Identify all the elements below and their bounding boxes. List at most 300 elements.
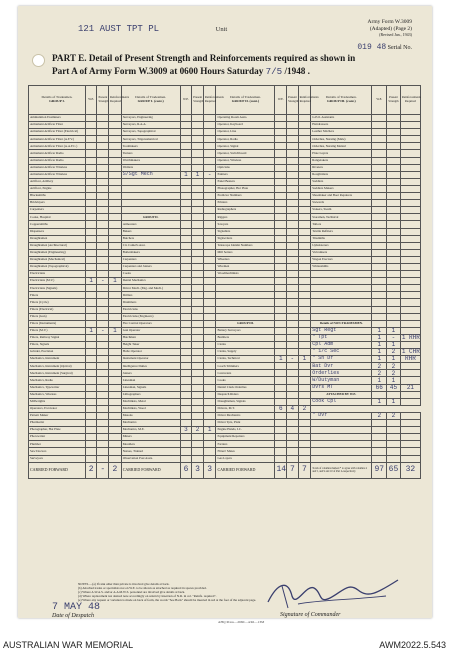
totals-value: 2: [85, 462, 97, 478]
count-cell: [192, 391, 204, 398]
count-cell: [192, 370, 204, 377]
count-cell: [203, 143, 216, 150]
count-cell: [203, 115, 216, 122]
count-cell: [372, 122, 387, 129]
count-cell: [287, 334, 299, 341]
trade-cell: Tailors: [311, 221, 372, 228]
count-cell: [85, 412, 97, 419]
count-cell: [203, 391, 216, 398]
count-cell: [85, 193, 97, 200]
count-cell: [287, 171, 299, 178]
form-ref-line2: (Adapted) (Page 2): [369, 25, 412, 32]
count-cell: 1: [372, 342, 387, 349]
trade-cell: Mechanics, Typewriter: [29, 384, 86, 391]
table-row: [29, 349, 421, 356]
trade-cell: Armament Artificer Fitter (Electrical): [29, 129, 86, 136]
count-cell: [85, 185, 97, 192]
count-cell: [400, 370, 420, 377]
count-cell: [387, 278, 401, 285]
count-cell: [400, 150, 420, 157]
count-cell: [275, 370, 287, 377]
trade-cell: Fitters (Instruments): [29, 320, 86, 327]
count-cell: [287, 178, 299, 185]
trade-cell: Mechanics, Wireless: [29, 391, 86, 398]
table-row: [29, 143, 421, 150]
count-cell: [85, 384, 97, 391]
count-cell: [287, 122, 299, 129]
trade-cell: Lithographers: [121, 391, 180, 398]
trade-cell: Mechanics, M.E.: [121, 427, 180, 434]
count-cell: [298, 412, 311, 419]
count-cell: [400, 242, 420, 249]
trade-cell: Joiners: [121, 370, 180, 377]
count-cell: 1: [203, 427, 216, 434]
count-cell: [203, 214, 216, 221]
table-row: [29, 263, 421, 270]
trade-cell: Ctr. Camel's Asst.: [121, 242, 180, 249]
count-cell: [287, 441, 299, 448]
table-header: [29, 86, 421, 115]
trade-cell: [311, 278, 372, 285]
count-cell: [287, 420, 299, 427]
count-cell: [192, 115, 204, 122]
count-cell: [387, 115, 401, 122]
trade-cell: Storemen, Technical: [311, 214, 372, 221]
count-cell: [97, 214, 109, 221]
count-cell: 2: [387, 363, 401, 370]
count-cell: [180, 306, 192, 313]
totals-value: 7: [298, 462, 311, 478]
count-cell: [203, 384, 216, 391]
count-cell: [203, 349, 216, 356]
table-row: [29, 157, 421, 164]
count-cell: [180, 398, 192, 405]
count-cell: [203, 398, 216, 405]
count-cell: [85, 363, 97, 370]
count-cell: [372, 235, 387, 242]
table-row: [29, 292, 421, 299]
archive-footer: [0, 626, 450, 653]
count-cell: [180, 441, 192, 448]
header-col-cell: Present Strength: [97, 86, 109, 115]
count-cell: [400, 143, 420, 150]
trade-cell: Dental Mechanics: [121, 278, 180, 285]
count-cell: [109, 441, 122, 448]
count-cell: 2: [387, 412, 401, 419]
trade-cell: Machinists, Wood: [121, 405, 180, 412]
trade-cell: [311, 271, 372, 278]
count-cell: [85, 342, 97, 349]
trade-cell: Signwriters: [216, 235, 275, 242]
count-cell: [203, 448, 216, 455]
table-row: [29, 285, 421, 292]
table-row: [29, 434, 421, 441]
totals-label: CARRIED FORWARD: [216, 462, 275, 478]
form-reference: [368, 19, 412, 39]
count-cell: 1: [85, 278, 97, 285]
count-cell: [192, 200, 204, 207]
table-row: [29, 384, 421, 391]
count-cell: [109, 207, 122, 214]
count-cell: [400, 200, 420, 207]
trade-cell: Shoemaker and Boot Repairers: [311, 193, 372, 200]
trade-cell: Operating Room Assts.: [216, 115, 275, 122]
count-cell: [97, 356, 109, 363]
count-cell: [287, 278, 299, 285]
count-cell: [387, 285, 401, 292]
trade-cell: Operator, Signal: [216, 143, 275, 150]
count-cell: [387, 235, 401, 242]
count-cell: [109, 391, 122, 398]
totals-value: -: [97, 462, 109, 478]
count-cell: [275, 455, 287, 462]
count-cell: [180, 249, 192, 256]
count-cell: [298, 122, 311, 129]
count-cell: [287, 235, 299, 242]
count-cell: [298, 178, 311, 185]
count-cell: 1: [85, 327, 97, 334]
count-cell: [298, 427, 311, 434]
trade-cell: Instrument Operator: [121, 356, 180, 363]
count-cell: [287, 313, 299, 320]
count-cell: [400, 398, 420, 405]
count-cell: [387, 256, 401, 263]
count-cell: [298, 320, 311, 327]
count-cell: [109, 313, 122, 320]
count-cell: [85, 377, 97, 384]
totals-value: 2: [109, 462, 122, 478]
count-cell: [192, 143, 204, 150]
count-cell: [372, 157, 387, 164]
count-cell: [275, 292, 287, 299]
trade-cell: Photowriter: [29, 434, 86, 441]
trade-cell: Wheelers: [216, 256, 275, 263]
count-cell: [287, 327, 299, 334]
trade-cell: Fitters, Railway Signal: [29, 334, 86, 341]
count-cell: [180, 150, 192, 157]
count-cell: [85, 129, 97, 136]
table-row: [29, 193, 421, 200]
form-title: [52, 52, 422, 78]
count-cell: [192, 228, 204, 235]
count-cell: [400, 256, 420, 263]
count-cell: [387, 164, 401, 171]
count-cell: [287, 193, 299, 200]
count-cell: [275, 285, 287, 292]
table-row: [29, 356, 421, 363]
trade-cell: Toolmakers: [121, 143, 180, 150]
count-cell: [85, 391, 97, 398]
count-cell: [85, 143, 97, 150]
count-cell: [372, 427, 387, 434]
trade-cell: Photographer, Hot Plate: [29, 427, 86, 434]
count-cell: [298, 342, 311, 349]
note-line: (b) Attached trades or specialists not on W.E. to be shown as attached as required in spaces provided.: [78, 586, 207, 590]
count-cell: [109, 412, 122, 419]
count-cell: [400, 263, 420, 270]
count-cell: [287, 200, 299, 207]
count-cell: [180, 263, 192, 270]
count-cell: 2: [298, 405, 311, 412]
trade-cell: Dental Clerk Orderlies: [216, 384, 275, 391]
trade-cell: Operator, Switchboard: [216, 150, 275, 157]
count-cell: 1: [180, 171, 192, 178]
trade-cell: Driver Mechanics: [216, 412, 275, 419]
count-cell: [180, 129, 192, 136]
trade-cell: Armament Artificer Fitter: [29, 122, 86, 129]
count-cell: [203, 256, 216, 263]
trade-cell: Concreters: [216, 370, 275, 377]
count-cell: [192, 412, 204, 419]
count-cell: [180, 377, 192, 384]
count-cell: [387, 150, 401, 157]
count-cell: [97, 136, 109, 143]
trade-cell: Telescope Identin Numbers: [216, 242, 275, 249]
totals-value: 14: [275, 462, 287, 478]
trade-cell: Electricians (Signals): [29, 285, 86, 292]
count-cell: [109, 235, 122, 242]
count-cell: [180, 434, 192, 441]
count-cell: [180, 256, 192, 263]
count-cell: [275, 342, 287, 349]
punch-hole: [32, 54, 45, 67]
trade-cell: [311, 313, 372, 320]
header-col-cell: Present Strength: [387, 86, 401, 115]
count-cell: [275, 171, 287, 178]
trade-cell: Butchers: [121, 235, 180, 242]
count-cell: [192, 434, 204, 441]
count-cell: [287, 292, 299, 299]
count-cell: [400, 420, 420, 427]
count-cell: [203, 292, 216, 299]
count-cell: [97, 221, 109, 228]
count-cell: [109, 455, 122, 462]
trade-cell: Surveyors, Trigonometrical: [121, 136, 180, 143]
count-cell: [203, 271, 216, 278]
count-cell: [387, 185, 401, 192]
count-cell: [298, 164, 311, 171]
count-cell: [109, 434, 122, 441]
count-cell: [203, 136, 216, 143]
table-row: [29, 122, 421, 129]
count-cell: [109, 164, 122, 171]
count-cell: [180, 185, 192, 192]
count-cell: [372, 129, 387, 136]
count-cell: [85, 256, 97, 263]
trade-cell: Height Taker: [121, 342, 180, 349]
trade-cell: Fitters' Mates: [216, 448, 275, 455]
count-cell: [287, 256, 299, 263]
count-cell: [275, 228, 287, 235]
count-cell: [180, 200, 192, 207]
count-cell: [372, 420, 387, 427]
count-cell: [400, 455, 420, 462]
count-cell: [298, 363, 311, 370]
strength-table: [28, 85, 421, 479]
count-cell: [400, 164, 420, 171]
trade-cell: Fitters, Signals: [29, 342, 86, 349]
count-cell: [400, 427, 420, 434]
count-cell: [372, 292, 387, 299]
trade-cell: Plate Layers: [311, 150, 372, 157]
count-cell: [192, 242, 204, 249]
count-cell: [180, 271, 192, 278]
trade-cell: Predictor Numbers: [216, 193, 275, 200]
count-cell: [275, 327, 287, 334]
count-cell: [275, 157, 287, 164]
count-cell: [97, 207, 109, 214]
count-cell: [372, 115, 387, 122]
trade-cell: Fitters: [29, 292, 86, 299]
trade-cell: Battery Surveyors: [216, 327, 275, 334]
count-cell: [372, 143, 387, 150]
count-cell: [203, 207, 216, 214]
trade-cell: Mechanics, Radio: [29, 377, 86, 384]
count-cell: [192, 384, 204, 391]
count-cell: [109, 384, 122, 391]
count-cell: [287, 448, 299, 455]
count-cell: [275, 448, 287, 455]
count-cell: [180, 278, 192, 285]
count-cell: [275, 150, 287, 157]
count-cell: [192, 271, 204, 278]
trade-cell: Carpenters: [29, 207, 86, 214]
count-cell: [275, 420, 287, 427]
count-cell: [203, 228, 216, 235]
count-cell: [387, 263, 401, 270]
table-row: [29, 185, 421, 192]
trade-cell: GROUP II.: [121, 214, 180, 221]
trade-cell: Operator, Radio: [216, 136, 275, 143]
count-cell: [387, 193, 401, 200]
totals-value: 7: [287, 462, 299, 478]
count-cell: [275, 178, 287, 185]
count-cell: RHR: [400, 356, 420, 363]
count-cell: [85, 178, 97, 185]
count-cell: [275, 384, 287, 391]
count-cell: [85, 200, 97, 207]
count-cell: [400, 377, 420, 384]
totals-value: 3: [203, 462, 216, 478]
table-row: [29, 228, 421, 235]
count-cell: 1: [192, 171, 204, 178]
totals-label: CARRIED FORWARD: [121, 462, 180, 478]
trade-cell: Mechanics, Instrument (Optical): [29, 363, 86, 370]
table-row: [29, 405, 421, 412]
count-cell: [298, 285, 311, 292]
trade-cell: Textile Refitters: [311, 228, 372, 235]
trade-cell: Driver Tpts, Plant: [216, 420, 275, 427]
count-cell: [180, 292, 192, 299]
table-row: [29, 313, 421, 320]
trade-cell: Gas Layers: [216, 455, 275, 462]
trade-cell: Printers: [216, 200, 275, 207]
count-cell: [372, 164, 387, 171]
trade-cell: Coach Trimmers: [216, 363, 275, 370]
count-cell: [109, 185, 122, 192]
count-cell: [85, 370, 97, 377]
count-cell: [109, 228, 122, 235]
despatch-label: Date of Despatch: [52, 613, 94, 619]
count-cell: [203, 157, 216, 164]
count-cell: [387, 221, 401, 228]
count-cell: 2: [372, 412, 387, 419]
count-cell: [180, 342, 192, 349]
count-cell: [109, 405, 122, 412]
count-cell: [387, 242, 401, 249]
trade-cell: Driver Mech. (Eng. and Mech.): [121, 285, 180, 292]
header-group-label: GROUP I.: [49, 99, 65, 103]
trade-cell: Dispensers: [29, 228, 86, 235]
count-cell: [109, 448, 122, 455]
count-cell: [400, 178, 420, 185]
totals-value: 3: [192, 462, 204, 478]
count-cell: 1: [275, 356, 287, 363]
count-cell: [275, 129, 287, 136]
count-cell: [192, 455, 204, 462]
count-cell: [97, 405, 109, 412]
count-cell: 1: [387, 377, 401, 384]
totals-value: 65: [387, 462, 401, 478]
count-cell: [85, 235, 97, 242]
trade-cell: Holle Operator: [121, 349, 180, 356]
table-row: [29, 129, 421, 136]
trade-cell: Riggers: [216, 214, 275, 221]
header-group-cell: Details of Tradesmen. GROUP II. (cont.): [216, 86, 275, 115]
table-row: [29, 214, 421, 221]
trade-cell: Watchmakers: [121, 157, 180, 164]
count-cell: [275, 164, 287, 171]
count-cell: [109, 263, 122, 270]
count-cell: [298, 143, 311, 150]
count-cell: [97, 228, 109, 235]
count-cell: [192, 349, 204, 356]
count-cell: [85, 263, 97, 270]
count-cell: [192, 292, 204, 299]
trade-cell: Carpenters: [121, 256, 180, 263]
count-cell: [97, 115, 109, 122]
count-cell: -: [97, 278, 109, 285]
trade-cell: ATTACHED BY W.E.: [311, 391, 372, 398]
count-cell: [203, 200, 216, 207]
count-cell: [275, 193, 287, 200]
count-cell: 66: [372, 384, 387, 391]
count-cell: [287, 427, 299, 434]
count-cell: [372, 313, 387, 320]
trade-cell: [216, 285, 275, 292]
trade-cell: Stewards: [311, 200, 372, 207]
count-cell: [387, 143, 401, 150]
count-cell: [372, 228, 387, 235]
trade-cell: Saddlers Makers: [311, 185, 372, 192]
note-line: (c) Where A.W.A.S. and/or A.A.M.W.S. personnel are involved give details at back.: [78, 590, 186, 594]
table-row: [29, 306, 421, 313]
trade-cell: Saw Doctors: [29, 448, 86, 455]
count-cell: [387, 228, 401, 235]
count-cell: [97, 235, 109, 242]
count-cell: [97, 263, 109, 270]
table-row: [29, 242, 421, 249]
table-row: [29, 370, 421, 377]
count-cell: [287, 207, 299, 214]
trade-cell: Orderlies: [311, 370, 372, 377]
trade-cell: [311, 285, 372, 292]
printer-imprint: AHQ Press—2660—4/46—13M: [218, 620, 265, 624]
trade-cell: Armourers: [121, 221, 180, 228]
count-cell: [298, 420, 311, 427]
count-cell: [400, 292, 420, 299]
count-cell: [97, 313, 109, 320]
